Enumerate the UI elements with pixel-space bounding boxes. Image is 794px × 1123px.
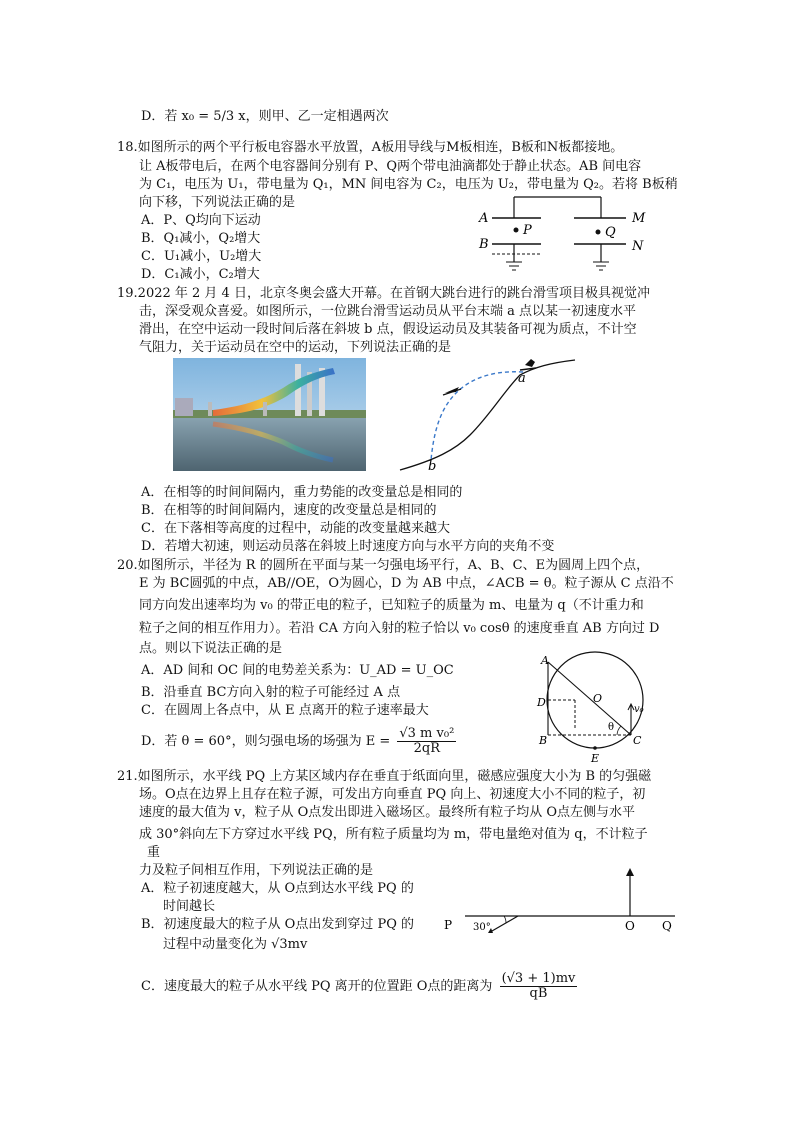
label-C: C bbox=[633, 734, 642, 747]
q18-line-2: 让 A板带电后，在两个电容器间分别有 P、Q两个带电油滴都处于静止状态。AB 间电容 bbox=[139, 159, 642, 174]
q18-option-a: A．P、Q均向下运动 bbox=[141, 213, 261, 228]
q19-line-3: 滑出，在空中运动一段时间后落在斜坡 b 点，假设运动员及其装备可视为质点，不计空 bbox=[139, 322, 637, 337]
skier-icon bbox=[520, 359, 536, 370]
q19-line-1: 19.2022 年 2 月 4 日，北京冬奥会盛大开幕。在首钢大跳台进行的跳台滑雪项目极具视觉冲 bbox=[117, 286, 650, 301]
label-B: B bbox=[539, 734, 548, 747]
q21-option-c-text: C．速度最大的粒子从水平线 PQ 离开的位置距 O点的距离为 bbox=[141, 979, 493, 994]
q20-fraction-denominator: 2qR bbox=[413, 741, 441, 756]
q20-option-d-text: D．若 θ = 60°，则匀强电场的场强为 E = bbox=[141, 734, 391, 749]
q20-option-a: A．AD 间和 OC 间的电势差关系为：U_AD = U_OC bbox=[141, 663, 454, 678]
label-B: B bbox=[479, 237, 489, 252]
q21-option-c bbox=[141, 972, 580, 1001]
q20-line-4: 粒子之间的相互作用力）。若沿 CA 方向入射的粒子恰以 v₀ cosθ 的速度垂直 AB 方向过 D bbox=[139, 621, 660, 636]
q20-option-c: C．在圆周上各点中，从 E 点离开的粒子速率最大 bbox=[141, 703, 429, 718]
q18-line-4: 向下移，下列说法正确的是 bbox=[139, 195, 296, 210]
q21-option-b: B．初速度最大的粒子从 O点出发到穿过 PQ 的 bbox=[141, 917, 415, 932]
q21-option-c-fraction bbox=[500, 972, 578, 1001]
label-N: N bbox=[632, 239, 644, 254]
label-A: A bbox=[479, 211, 489, 226]
skier-flying-icon bbox=[443, 387, 461, 395]
q21-line-1: 21.如图所示，水平线 PQ 上方某区域内存在垂直于纸面向里，磁感应强度大小为 B 的匀强磁 bbox=[117, 769, 652, 784]
q20-line-5: 点。则以下说法正确的是 bbox=[139, 641, 283, 656]
q19-option-c: C．在下落相等高度的过程中，动能的改变量越来越大 bbox=[141, 521, 450, 536]
label-Q: Q bbox=[605, 225, 616, 240]
q18-option-b: B．Q₁减小，Q₂增大 bbox=[141, 231, 261, 246]
q20-option-d-fraction bbox=[397, 727, 456, 756]
q18-line-1: 18.如图所示的两个平行板电容器水平放置，A板用导线与M板相连，B板和N板都接地。 bbox=[117, 140, 624, 155]
q21-line-6: 力及粒子间相互作用，下列说法正确的是 bbox=[139, 863, 374, 878]
label-Q: Q bbox=[662, 919, 672, 933]
q19-line-2: 击，深受观众喜爱。如图所示，一位跳台滑雪运动员从平台末端 a 点以某一初速度水平 bbox=[139, 304, 637, 319]
q20-line-1: 20.如图所示，半径为 R 的圆所在平面与某一匀强电场平行，A、B、C、E为圆周上四个点， bbox=[117, 558, 650, 573]
capacitor-diagram bbox=[476, 192, 666, 282]
label-A: A bbox=[541, 654, 549, 667]
ski-slope-diagram bbox=[395, 355, 580, 475]
label-theta: θ bbox=[608, 722, 615, 733]
q19-option-a: A．在相等的时间间隔内，重力势能的改变量总是相同的 bbox=[141, 485, 463, 500]
label-O: O bbox=[593, 692, 603, 705]
circle-field-diagram bbox=[535, 650, 665, 765]
q20-line-3: 同方向发出速率均为 v₀ 的带正电的粒子，已知粒子的质量为 m、电量为 q（不计重力和 bbox=[139, 598, 644, 613]
q21-option-b-cont: 过程中动量变化为 √3mv bbox=[163, 937, 308, 952]
q20-option-d bbox=[141, 727, 459, 756]
label-P: P bbox=[444, 918, 453, 932]
q20-line-2: E 为 BC圆弧的中点，AB//OE，O为圆心，D 为 AB 中点，∠ACB = θ。粒子源从 C 点沿不 bbox=[139, 576, 674, 591]
label-a: a bbox=[518, 371, 526, 386]
q21-line-4: 成 30°斜向左下方穿过水平线 PQ，所有粒子质量均为 m，带电量绝对值为 q，不计粒子 bbox=[139, 827, 648, 842]
q21-line-5: 重 bbox=[147, 845, 161, 860]
ski-jump-photo bbox=[173, 358, 366, 471]
label-b: b bbox=[428, 459, 437, 474]
q18-option-d: D．C₁减小，C₂增大 bbox=[141, 267, 260, 282]
q20-fraction-numerator: √3 m v₀² bbox=[399, 726, 455, 741]
q21-fraction-numerator: (√3 + 1)mv bbox=[501, 971, 576, 986]
magnetic-field-diagram bbox=[440, 862, 675, 934]
q21-option-a: A．粒子初速度越大，从 O点到达水平线 PQ 的 bbox=[141, 881, 414, 896]
label-E: E bbox=[591, 752, 600, 765]
q18-option-c: C．U₁减小，U₂增大 bbox=[141, 249, 262, 264]
q18-line-3: 为 C₁，电压为 U₁，带电量为 Q₁，MN 间电容为 C₂，电压为 U₂，带电量为 Q₂。若将 B板稍 bbox=[139, 177, 678, 192]
q21-option-a-cont: 时间越长 bbox=[163, 899, 216, 914]
label-M: M bbox=[632, 211, 646, 226]
q21-line-2: 场。O点在边界上且存在粒子源，可发出方向垂直 PQ 向上、初速度大小不同的粒子，初 bbox=[139, 787, 646, 802]
q21-line-3: 速度的最大值为 v，粒子从 O点发出即进入磁场区。最终所有粒子均从 O点左侧与水平 bbox=[139, 805, 636, 820]
q20-option-b: B．沿垂直 BC方向入射的粒子可能经过 A 点 bbox=[141, 685, 401, 700]
label-v0: v₀ bbox=[634, 704, 644, 715]
label-P: P bbox=[523, 223, 532, 238]
q19-line-4: 气阻力，关于运动员在空中的运动，下列说法正确的是 bbox=[139, 340, 452, 355]
label-O: O bbox=[625, 919, 635, 933]
label-D: D bbox=[537, 696, 546, 709]
q19-option-b: B．在相等的时间间隔内，速度的改变量总是相同的 bbox=[141, 503, 437, 518]
q19-option-d: D．若增大初速，则运动员落在斜坡上时速度方向与水平方向的夹角不变 bbox=[141, 539, 555, 554]
q17-option-d: D．若 x₀ = 5/3 x，则甲、乙一定相遇两次 bbox=[141, 109, 389, 124]
q21-fraction-denominator: qB bbox=[529, 986, 548, 1001]
label-angle: 30° bbox=[473, 922, 491, 933]
